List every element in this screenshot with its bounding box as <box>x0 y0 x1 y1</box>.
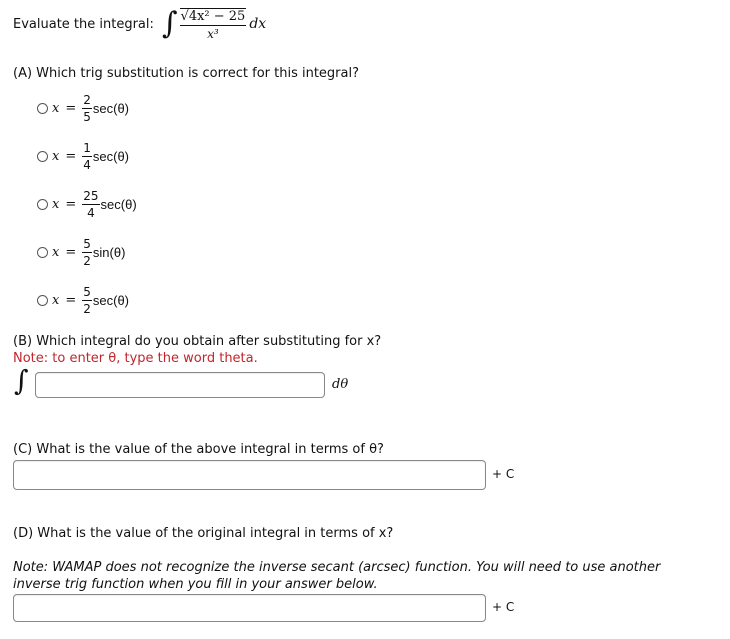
integrand-fraction <box>180 8 247 40</box>
option-fraction <box>82 190 99 219</box>
option-1[interactable] <box>37 88 137 128</box>
question-prompt: Evaluate the integral: <box>13 16 154 32</box>
partA-options <box>37 88 137 320</box>
option-lhs: x <box>52 196 60 212</box>
radio-button[interactable] <box>37 247 48 258</box>
partD-note: Note: WAMAP does not recognize the inverse secant (arcsec) function. You will need to use another inverse trig function when you fill in your answer below. <box>13 560 661 592</box>
partD-constant: + C <box>492 600 515 614</box>
partB-note: Note: to enter θ, type the word theta. <box>13 351 258 366</box>
option-lhs: x <box>52 244 60 260</box>
option-equals: = <box>65 148 77 164</box>
integrand-numerator: √4x² − 25 <box>180 9 246 24</box>
radio-button[interactable] <box>37 199 48 210</box>
partC-constant: + C <box>492 467 515 481</box>
fraction-denominator: 4 <box>83 157 91 172</box>
option-equals: = <box>65 196 77 212</box>
partB-label: (B) Which integral do you obtain after substituting for x? <box>13 334 382 349</box>
option-equals: = <box>65 292 77 308</box>
fraction-denominator: 2 <box>83 301 91 316</box>
radio-button[interactable] <box>37 295 48 306</box>
fraction-denominator: 2 <box>83 253 91 268</box>
option-2[interactable] <box>37 136 137 176</box>
option-5[interactable] <box>37 280 137 320</box>
integral-symbol: ∫ <box>14 364 29 397</box>
option-fraction <box>82 286 92 315</box>
fraction-denominator: 5 <box>83 109 91 124</box>
fraction-numerator: 25 <box>83 188 99 203</box>
integral-symbol: ∫ <box>161 6 178 41</box>
option-function: sec(θ) <box>92 148 130 164</box>
option-lhs: x <box>52 148 60 164</box>
option-4[interactable] <box>37 232 137 272</box>
option-function: sec(θ) <box>92 292 130 308</box>
option-function: sin(θ) <box>92 244 126 260</box>
fraction-numerator: 2 <box>83 92 91 107</box>
partC-label: (C) What is the value of the above integral in terms of θ? <box>13 442 384 457</box>
radio-button[interactable] <box>37 103 48 114</box>
partD-label: (D) What is the value of the original integral in terms of x? <box>13 526 394 541</box>
option-equals: = <box>65 244 77 260</box>
partC-answer-input[interactable] <box>13 460 486 490</box>
option-fraction <box>82 238 92 267</box>
fraction-numerator: 5 <box>83 284 91 299</box>
partB-answer-input[interactable] <box>35 372 325 398</box>
fraction-numerator: 5 <box>83 236 91 251</box>
option-lhs: x <box>52 100 60 116</box>
option-function: sec(θ) <box>92 100 130 116</box>
radio-button[interactable] <box>37 151 48 162</box>
partD-answer-input[interactable] <box>13 594 486 622</box>
option-lhs: x <box>52 292 60 308</box>
option-fraction <box>82 94 92 123</box>
partA-label: (A) Which trig substitution is correct for this integral? <box>13 66 359 81</box>
option-equals: = <box>65 100 77 116</box>
dtheta-label: dθ <box>332 377 349 392</box>
fraction-numerator: 1 <box>83 140 91 155</box>
question-line <box>13 8 266 40</box>
option-3[interactable] <box>37 184 137 224</box>
fraction-denominator: 4 <box>87 205 95 220</box>
dx-label: dx <box>249 16 267 32</box>
option-function: sec(θ) <box>100 196 137 212</box>
integrand-denominator: x³ <box>207 27 219 41</box>
option-fraction <box>82 142 92 171</box>
